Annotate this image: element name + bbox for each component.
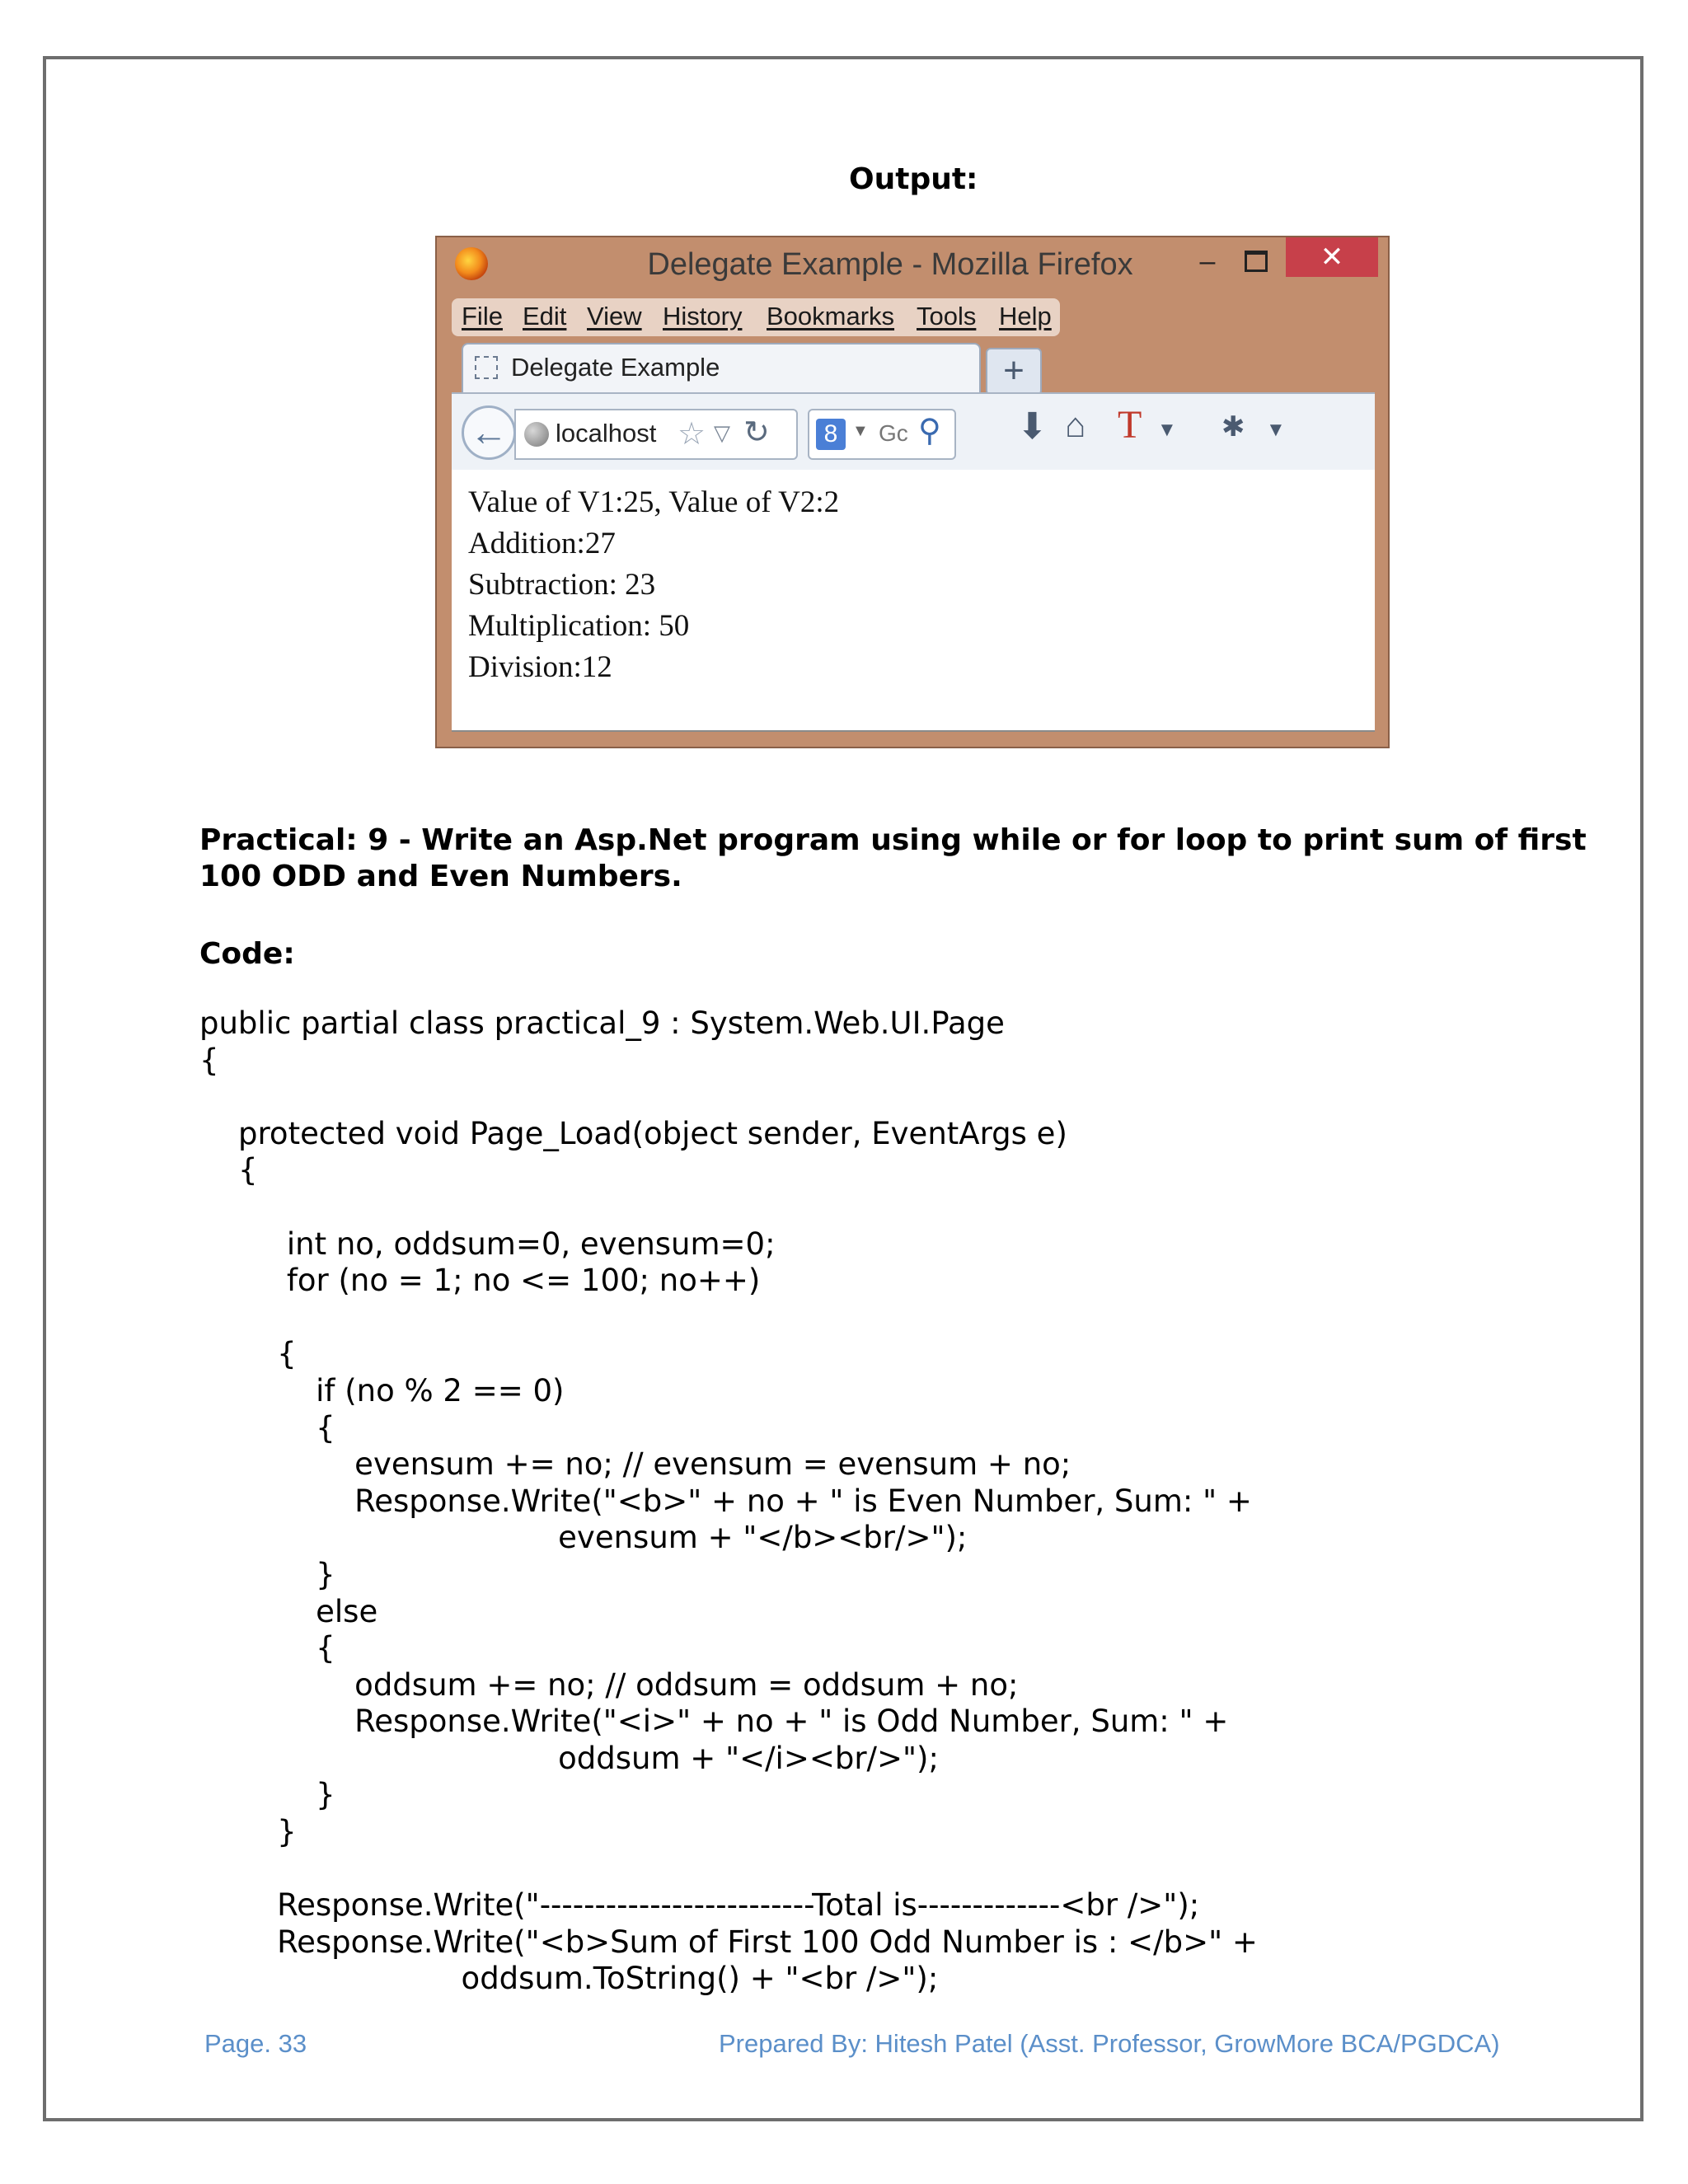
code-block — [199, 1005, 1258, 1998]
url-bar[interactable] — [514, 409, 798, 460]
code-line — [199, 1300, 1258, 1337]
content-line-values: Value of V1:25, Value of V2:2 — [468, 485, 840, 519]
search-engine-caret-icon[interactable]: ▼ — [852, 422, 869, 440]
search-input[interactable]: Gc — [879, 420, 908, 446]
code-line: evensum + "</b><br/>"); — [199, 1520, 968, 1556]
code-line: } — [199, 1814, 297, 1850]
search-icon[interactable]: ⚲ — [918, 414, 941, 448]
navigation-bar — [452, 392, 1375, 471]
code-line: else — [199, 1593, 378, 1629]
code-line: { — [199, 1409, 335, 1446]
content-line-addition: Addition:27 — [468, 527, 616, 560]
code-line: int no, oddsum=0, evensum=0; — [199, 1226, 776, 1262]
bug-icon[interactable]: ✱ — [1221, 411, 1245, 443]
code-line: Response.Write("<i>" + no + " is Odd Number, Sum: " + — [199, 1704, 1229, 1740]
footer-page-number: Page. 33 — [204, 2029, 307, 2058]
code-line: for (no = 1; no <= 100; no++) — [199, 1263, 761, 1299]
code-line: { — [199, 1042, 219, 1078]
code-line — [199, 1851, 1258, 1888]
new-tab-button[interactable]: + — [986, 348, 1042, 396]
browser-screenshot — [435, 236, 1390, 748]
back-button[interactable]: ← — [462, 405, 516, 460]
minimize-icon[interactable]: – — [1199, 246, 1216, 277]
page-content — [452, 470, 1375, 732]
google-icon: 8 — [816, 419, 846, 450]
content-line-division: Division:12 — [468, 650, 612, 684]
code-line: protected void Page_Load(object sender, EventArgs e) — [199, 1115, 1067, 1151]
home-icon[interactable]: ⌂ — [1065, 405, 1086, 444]
code-line: } — [199, 1777, 335, 1813]
dropmarker-icon[interactable]: ▽ — [714, 420, 730, 445]
star-icon[interactable]: ☆ — [678, 417, 706, 452]
menu-view[interactable]: View — [587, 302, 642, 330]
text-t-icon[interactable]: T — [1118, 403, 1142, 447]
menu-history[interactable]: History — [663, 302, 743, 330]
code-line: { — [199, 1336, 297, 1372]
menu-file[interactable]: File — [462, 302, 503, 330]
url-text: localhost — [556, 419, 657, 448]
t-dropdown-icon[interactable]: ▼ — [1157, 419, 1177, 441]
code-line: Response.Write("<b>" + no + " is Even Number, Sum: " + — [199, 1483, 1252, 1519]
search-bar[interactable] — [808, 409, 956, 460]
close-icon[interactable]: ✕ — [1286, 237, 1378, 277]
page-icon — [475, 356, 498, 379]
code-line: oddsum.ToString() + "<br />"); — [199, 1961, 939, 1997]
code-heading: Code: — [199, 937, 295, 971]
code-line: Response.Write("-------------------------Total is-------------<br />"); — [199, 1887, 1200, 1924]
content-line-subtraction: Subtraction: 23 — [468, 568, 656, 602]
content-line-multiplication: Multiplication: 50 — [468, 609, 690, 643]
globe-icon — [524, 422, 549, 447]
code-line — [199, 1189, 1258, 1226]
code-line — [199, 1079, 1258, 1116]
code-line: { — [199, 1152, 258, 1188]
practical-title: Practical: 9 - Write an Asp.Net program using while or for loop to print sum of first 100 ODD and Even Numbers. — [199, 823, 1587, 893]
menu-bookmarks[interactable]: Bookmarks — [767, 302, 895, 330]
code-line: } — [199, 1556, 335, 1592]
menu-help[interactable]: Help — [999, 302, 1052, 330]
tab-delegate-example[interactable] — [462, 343, 981, 394]
tab-label: Delegate Example — [511, 353, 720, 382]
code-line: { — [199, 1630, 335, 1666]
code-line: oddsum + "</i><br/>"); — [199, 1740, 939, 1776]
download-icon[interactable]: ⬇ — [1017, 406, 1048, 447]
footer-prepared-by: Prepared By: Hitesh Patel (Asst. Professor, GrowMore BCA/PGDCA) — [719, 2029, 1500, 2058]
window-title: Delegate Example - Mozilla Firefox — [647, 247, 1133, 282]
menu-bar — [452, 298, 1060, 336]
menu-edit[interactable]: Edit — [523, 302, 567, 330]
code-line: oddsum += no; // oddsum = oddsum + no; — [199, 1666, 1019, 1703]
output-heading: Output: — [849, 162, 978, 196]
bug-dropdown-icon[interactable]: ▼ — [1266, 419, 1286, 441]
code-line: Response.Write("<b>Sum of First 100 Odd Number is : </b>" + — [199, 1924, 1258, 1960]
code-line: if (no % 2 == 0) — [199, 1372, 565, 1408]
reload-icon[interactable]: ↻ — [743, 415, 770, 450]
code-line: evensum += no; // evensum = evensum + no; — [199, 1446, 1071, 1483]
menu-tools[interactable]: Tools — [917, 302, 977, 330]
maximize-icon[interactable] — [1245, 251, 1268, 272]
code-line: public partial class practical_9 : System.Web.UI.Page — [199, 1005, 1005, 1041]
